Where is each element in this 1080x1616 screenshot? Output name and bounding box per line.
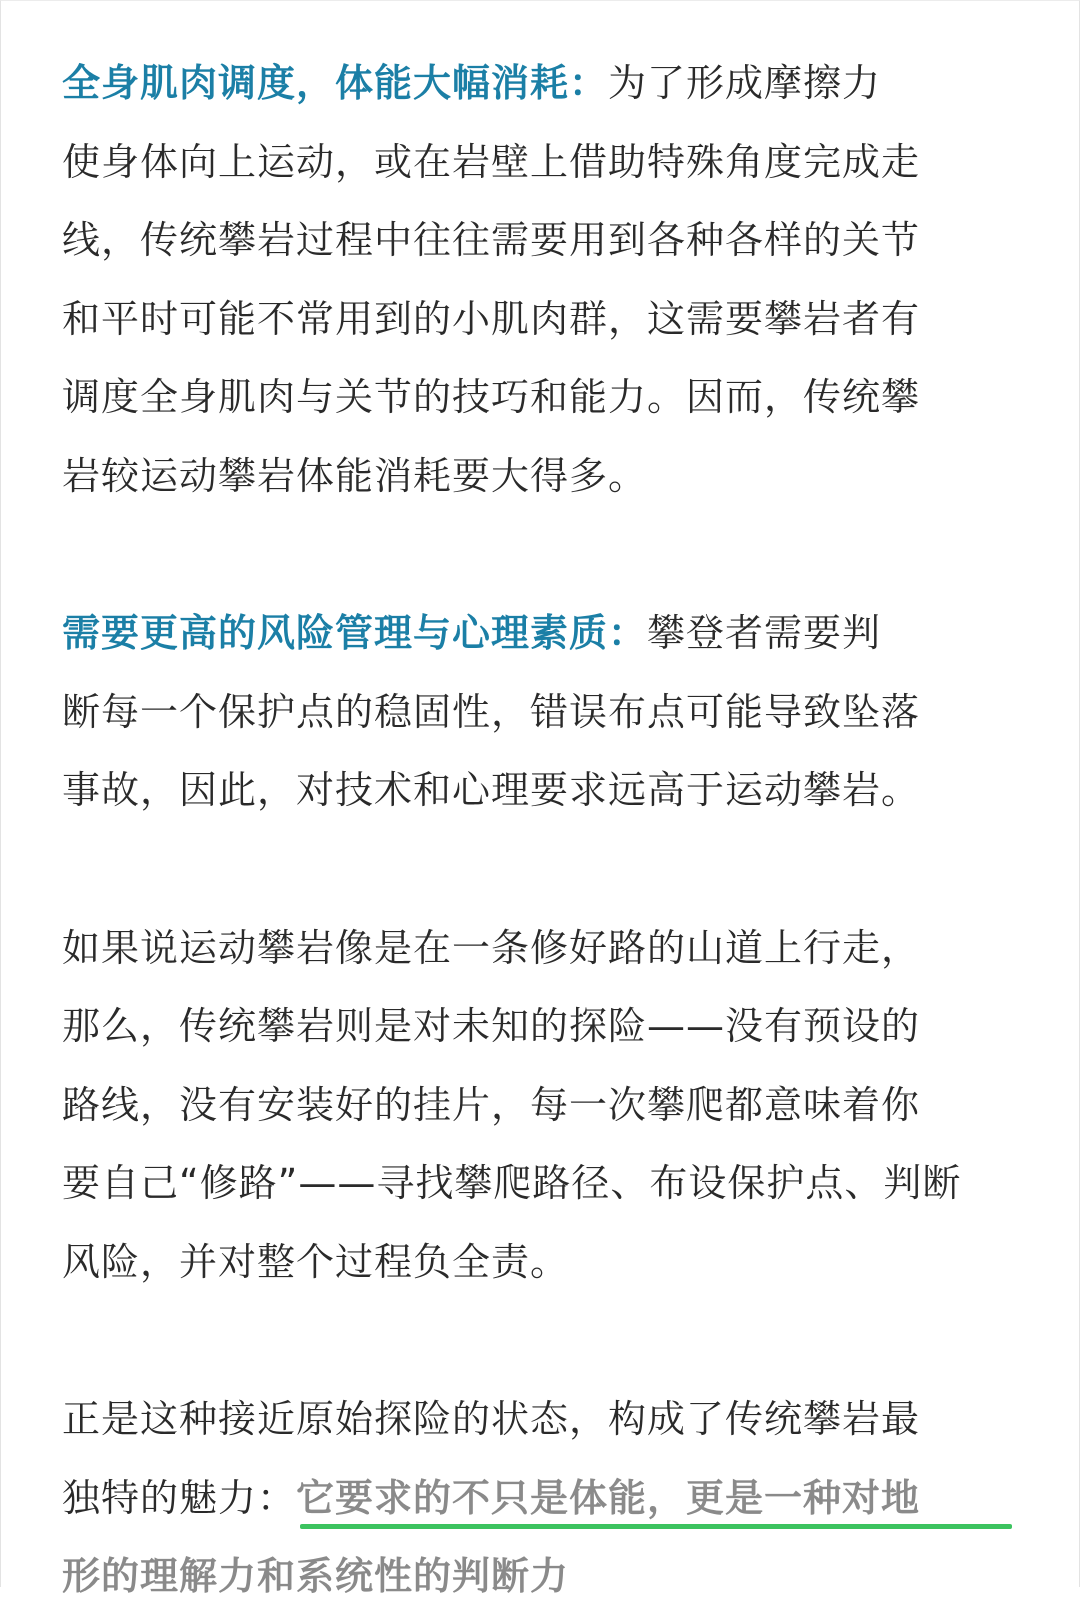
paragraph-lead-heading: 全身肌肉调度，体能大幅消耗：	[62, 61, 609, 105]
text-line: 独特的魅力：	[62, 1475, 297, 1520]
text-line: 要自己“修路”——寻找攀爬路径、布设保护点、判断	[62, 1161, 962, 1205]
highlighted-text-cut-off: 形的理解力和系统性的判断力	[62, 1554, 570, 1598]
paragraph-spacer	[62, 830, 1012, 909]
text-line: 正是这种接近原始探险的状态，构成了传统攀岩最	[62, 1397, 921, 1441]
text-line: 和平时可能不常用到的小肌肉群，这需要攀岩者有	[62, 296, 921, 341]
paragraph-comparison	[62, 909, 1012, 1302]
text-line: 风险，并对整个过程负全责。	[62, 1239, 570, 1284]
text-line: 使身体向上运动，或在岩壁上借助特殊角度完成走	[62, 139, 921, 184]
text-line: 线，传统攀岩过程中往往需要用到各种各样的关节	[62, 218, 921, 262]
text-line: 攀登者需要判	[647, 611, 882, 655]
paragraph-conclusion	[62, 1380, 1012, 1616]
text-line: 事故，因此，对技术和心理要求远高于运动攀岩。	[62, 768, 921, 812]
text-line: 为了形成摩擦力	[608, 61, 882, 105]
text-line: 岩较运动攀岩体能消耗要大得多。	[62, 453, 648, 498]
article-body	[62, 44, 1012, 1616]
paragraph-spacer	[62, 1301, 1012, 1380]
highlighted-text: 它要求的不只是体能，更是一种对地	[296, 1475, 921, 1520]
text-line: 如果说运动攀岩像是在一条修好路的山道上行走，	[62, 925, 921, 970]
text-line: 调度全身肌肉与关节的技巧和能力。因而，传统攀	[62, 375, 921, 419]
text-line: 路线，没有安装好的挂片，每一次攀爬都意味着你	[62, 1082, 921, 1127]
paragraph-muscle-stamina	[62, 44, 1012, 515]
highlight-underline	[300, 1524, 1012, 1529]
text-line: 断每一个保护点的稳固性，错误布点可能导致坠落	[62, 689, 921, 734]
paragraph-spacer	[62, 515, 1012, 594]
paragraph-lead-heading: 需要更高的风险管理与心理素质：	[62, 611, 648, 655]
text-line: 那么，传统攀岩则是对未知的探险——没有预设的	[62, 1004, 921, 1048]
paragraph-risk-management	[62, 594, 1012, 830]
